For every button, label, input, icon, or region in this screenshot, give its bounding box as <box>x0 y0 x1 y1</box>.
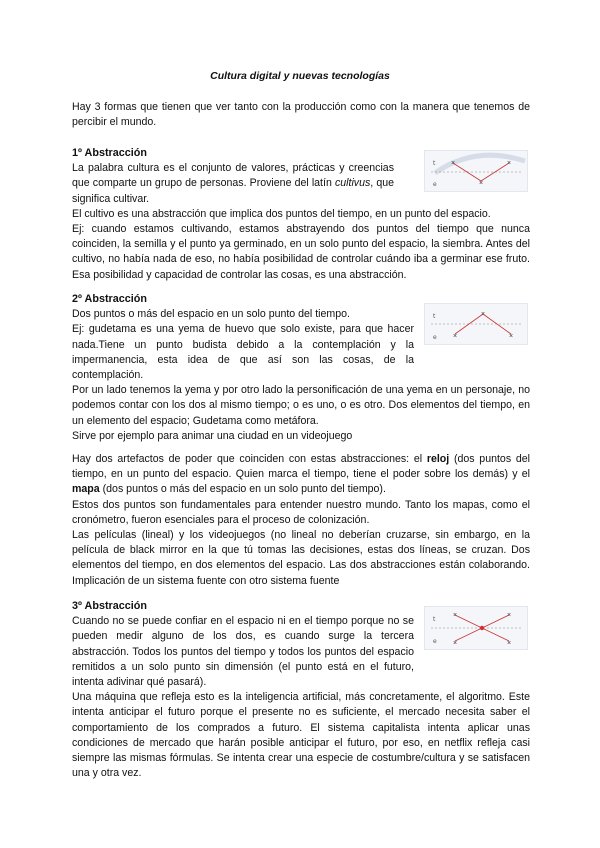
figure-3-label-e: e <box>433 638 437 645</box>
s1-p1-italic: cultivus <box>334 177 371 190</box>
figure-1-svg <box>425 151 527 191</box>
figure-3-diagram <box>424 606 528 650</box>
figure-1-mark-3: × <box>479 180 484 187</box>
section-1-p2: El cultivo es una abstracción que implica dos puntos del tiempo, en un punto del espacio. <box>72 207 491 220</box>
section-2-p1: Dos puntos o más del espacio en un solo punto del tiempo. <box>72 308 350 321</box>
art-p1-text-b: (dos puntos del tiempo, en un punto del espacio. Quien marca el tiempo, tiene el poder sobre los demás) y el <box>72 453 530 481</box>
figure-2-diagram <box>424 303 528 345</box>
figure-3-label-t: t <box>433 616 436 623</box>
figure-1-mark-2: × <box>507 160 512 167</box>
figure-3-mark-3: × <box>453 640 458 647</box>
figure-1-mark-1: × <box>451 160 456 167</box>
intro-paragraph <box>72 100 530 130</box>
figure-2-mark-3: × <box>509 333 514 340</box>
section-2-p4: Sirve por ejemplo para animar una ciudad en un videojuego <box>72 429 353 442</box>
document-title: Cultura digital y nuevas tecnologías <box>210 70 390 82</box>
art-reloj: reloj <box>426 453 450 465</box>
section-2-p3: Por un lado tenemos la yema y por otro lado la personificación de una yema en un personaje, no podemos contar con los dos al mismo tiempo; o es uno, o es otro. Dos elementos del tiempo, en un elemento del espacio; Gudetama como metáfora. <box>72 384 530 427</box>
artefacts-p1 <box>72 452 530 498</box>
s1-p1-text-b: , que significa cultivar. <box>72 177 395 205</box>
artefacts-p3: Las películas (lineal) y los videojuegos (no lineal no deberían cruzarse, sin embargo, en la película de black mirror en la que tú tomas las decisiones, estas dos líneas, se cruzan. Dos elementos del tiempo, en dos elementos del espacio. Las dos abstracciones están colaborando. Implicación de un sistema fuente con otro sistema fuente <box>72 529 530 587</box>
art-mapa: mapa <box>72 483 100 496</box>
figure-3-mark-1: × <box>453 612 458 619</box>
figure-3-mark-4: × <box>507 640 512 647</box>
figure-2-mark-1: × <box>481 311 486 318</box>
intro-text: Hay 3 formas que tienen que ver tanto con la producción como con la manera que tenemos de percibir el mundo. <box>72 101 530 129</box>
artefacts-section <box>72 452 530 589</box>
section-1-p3: Ej: cuando estamos cultivando, estamos abstrayendo dos puntos del tiempo que nunca coinciden, la semilla y el punto ya germinado, en un solo punto del espacio, la siembra. Antes del cultivo, no había nada de eso, no había posibilidad de controlar cuándo iba a germinar ese fruto. Esa posibilidad y capacidad de controlar las cosas, es una abstracción. <box>72 223 530 281</box>
section-2-p2: Ej: gudetama es una yema de huevo que solo existe, para que hacer nada.Tiene un punto budista debido a la contemplación y la impermanencia, esta idea de que así son las cosas, de la contemplación. <box>72 323 414 382</box>
figure-3-mark-2: × <box>507 612 512 619</box>
section-1-p1 <box>72 161 394 207</box>
figure-2-svg <box>425 304 527 344</box>
figure-2-label-e: e <box>433 334 437 341</box>
figure-2-label-t: t <box>433 313 436 320</box>
section-2-heading: 2º Abstracción <box>72 293 147 305</box>
section-1-heading: 1º Abstracción <box>72 147 147 159</box>
s1-p1-text-a: La palabra cultura es el conjunto de valores, prácticas y creencias que comparte un grupo de personas. Proviene del latín <box>72 162 394 190</box>
figure-1-diagram <box>424 150 528 192</box>
section-3-p2: Una máquina que refleja esto es la inteligencia artificial, más concretamente, el algoritmo. Este intenta anticipar el futuro porque el presente no es suficiente, el mercado necesita saber el comportamiento de los comprados a futuro. El sistema capitalista intenta aplicar unas condiciones de mercado que harán posible anticipar el futuro, por eso, en netflix refleja casi siempre las mismas fórmulas. Se intenta crear una especie de costumbre/cultura y se satisfacen una y otra vez. <box>72 691 530 780</box>
figure-3-center-point <box>480 626 484 630</box>
section-3-p1: Cuando no se puede confiar en el espacio ni en el tiempo porque no se pueden medir alguno de los dos, es cuando surge la tercera abstracción. Todos los puntos del tiempo y todos los puntos del espacio remitidos a un solo punto sin dimensión (el punto está en el futuro, intenta adivinar qué pasará). <box>72 615 414 689</box>
figure-1-label-e: e <box>433 181 437 188</box>
figure-1-label-t: t <box>433 160 436 167</box>
art-p1-text-c: (dos puntos o más del espacio en un solo punto del tiempo). <box>99 483 386 496</box>
artefacts-p2: Estos dos puntos son fundamentales para entender nuestro mundo. Tanto los mapas, como el cronómetro, fueron esenciales para el proceso de colonización. <box>72 498 530 526</box>
figure-2-mark-2: × <box>453 333 458 340</box>
figure-1-swoosh <box>435 155 525 173</box>
figure-3-svg <box>425 607 527 649</box>
section-3-heading: 3º Abstracción <box>72 600 147 612</box>
art-p1-text-a: Hay dos artefactos de poder que coinciden con estas abstracciones: el <box>72 453 427 465</box>
